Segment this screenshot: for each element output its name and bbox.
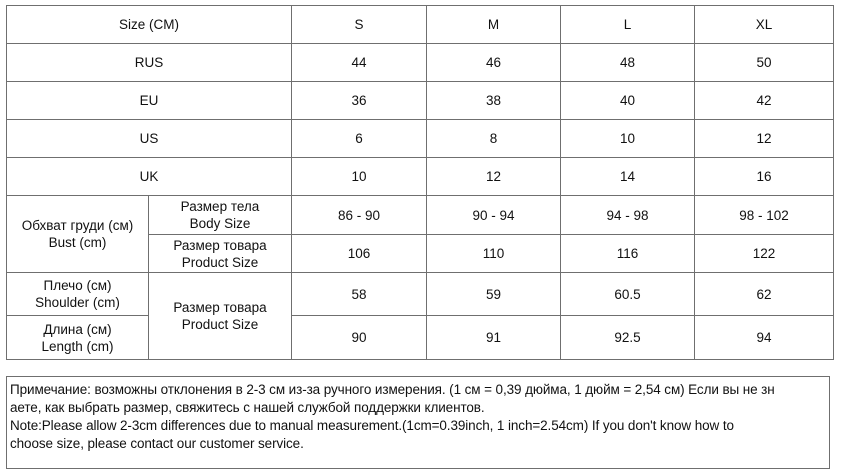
measurement-note [6, 376, 830, 469]
table-cell: 46 [427, 44, 561, 82]
table-cell: 42 [695, 82, 834, 120]
table-row [7, 44, 834, 82]
size-chart-table [6, 5, 834, 360]
table-cell: 6 [292, 120, 427, 158]
table-cell: 94 - 98 [561, 196, 695, 235]
table-row [7, 120, 834, 158]
table-cell: 40 [561, 82, 695, 120]
body-size-label-ru: Размер тела [180, 199, 260, 214]
length-label [7, 316, 149, 360]
table-cell: 110 [427, 235, 561, 273]
row-label-uk: UK [7, 158, 292, 196]
table-cell: 12 [427, 158, 561, 196]
bust-label [7, 196, 149, 273]
bust-label-ru: Обхват груди (см) [21, 218, 134, 233]
size-l-header: L [561, 6, 695, 44]
table-cell: 94 [695, 316, 834, 360]
table-row [7, 82, 834, 120]
size-s-header: S [292, 6, 427, 44]
table-cell: 44 [292, 44, 427, 82]
table-cell: 14 [561, 158, 695, 196]
product-size-label-en: Product Size [181, 254, 259, 270]
product-size-merged-en: Product Size [181, 317, 259, 332]
table-cell: 60.5 [561, 273, 695, 316]
table-cell: 36 [292, 82, 427, 120]
table-cell: 62 [695, 273, 834, 316]
product-size-merged-ru: Размер товара [173, 300, 267, 315]
table-cell: 59 [427, 273, 561, 316]
table-cell: 38 [427, 82, 561, 120]
note-ru-line-1: Примечание: возможны отклонения в 2-3 см из-за ручного измерения. (1 см = 0,39 дюйма, 1 дюйм = 2,54 см) Если вы не зн [10, 382, 775, 397]
table-cell: 122 [695, 235, 834, 273]
table-cell: 90 - 94 [427, 196, 561, 235]
table-cell: 106 [292, 235, 427, 273]
table-row [7, 158, 834, 196]
table-cell: 86 - 90 [292, 196, 427, 235]
product-size-merged-label [149, 273, 292, 360]
length-label-en: Length (cm) [41, 338, 114, 354]
size-header-label: Size (CM) [7, 6, 292, 44]
row-label-eu: EU [7, 82, 292, 120]
header-row [7, 6, 834, 44]
table-cell: 58 [292, 273, 427, 316]
size-m-header: M [427, 6, 561, 44]
note-ru-line-2: аете, как выбрать размер, свяжитесь с нашей службой поддержки клиентов. [10, 400, 485, 415]
table-cell: 98 - 102 [695, 196, 834, 235]
note-en-line-1: Note:Please allow 2-3cm differences due to manual measurement.(1cm=0.39inch, 1 inch=2.54cm) If you don't know how to [10, 418, 734, 433]
table-cell: 91 [427, 316, 561, 360]
table-cell: 10 [561, 120, 695, 158]
body-size-label [149, 196, 292, 235]
table-row [7, 273, 834, 316]
table-cell: 10 [292, 158, 427, 196]
body-size-label-en: Body Size [189, 216, 251, 231]
shoulder-label [7, 273, 149, 316]
product-size-label-ru: Размер товара [173, 237, 267, 253]
table-row [7, 196, 834, 235]
table-cell: 16 [695, 158, 834, 196]
row-label-rus: RUS [7, 44, 292, 82]
size-xl-header: XL [695, 6, 834, 44]
shoulder-label-en: Shoulder (cm) [35, 295, 120, 310]
table-cell: 50 [695, 44, 834, 82]
shoulder-label-ru: Плечо (см) [43, 278, 112, 293]
table-cell: 48 [561, 44, 695, 82]
product-size-label [149, 235, 292, 273]
bust-label-en: Bust (cm) [48, 235, 107, 250]
table-cell: 116 [561, 235, 695, 273]
table-cell: 12 [695, 120, 834, 158]
row-label-us: US [7, 120, 292, 158]
note-en-line-2: choose size, please contact our customer service. [10, 436, 304, 451]
table-row [7, 316, 834, 360]
table-cell: 90 [292, 316, 427, 360]
table-cell: 92.5 [561, 316, 695, 360]
table-cell: 8 [427, 120, 561, 158]
length-label-ru: Длина (см) [43, 321, 112, 337]
